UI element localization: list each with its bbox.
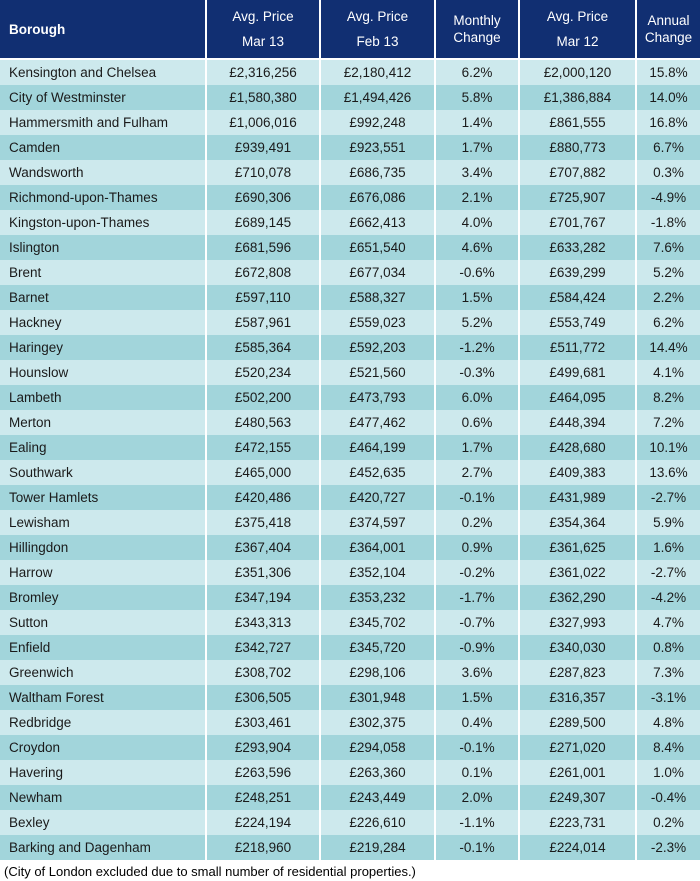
cell-avg_price_feb13: £263,360 — [320, 760, 435, 785]
cell-avg_price_mar12: £362,290 — [519, 585, 636, 610]
cell-borough: Brent — [9, 265, 42, 280]
table-row — [0, 710, 700, 735]
cell-monthly_change: 1.5% — [435, 685, 519, 710]
column-header-borough — [0, 0, 206, 59]
cell-monthly_change: 1.7% — [435, 435, 519, 460]
cell-borough: Havering — [9, 765, 64, 780]
cell-avg_price_mar12: £584,424 — [519, 285, 636, 310]
cell-avg_price_mar12: £701,767 — [519, 210, 636, 235]
cell-avg_price_mar13: £1,006,016 — [206, 110, 320, 135]
cell-avg_price_feb13: £243,449 — [320, 785, 435, 810]
cell-annual_change: 14.4% — [636, 335, 700, 360]
table-row — [0, 435, 700, 460]
column-header-label: Avg. Price — [546, 9, 609, 24]
cell-monthly_change: -0.1% — [435, 485, 519, 510]
cell-avg_price_feb13: £477,462 — [320, 410, 435, 435]
cell-monthly_change: 4.0% — [435, 210, 519, 235]
cell-avg_price_mar12: £880,773 — [519, 135, 636, 160]
cell-avg_price_mar12: £707,882 — [519, 160, 636, 185]
cell-annual_change: -4.2% — [636, 585, 700, 610]
cell-borough: Waltham Forest — [9, 690, 104, 705]
cell-borough: Bexley — [9, 815, 50, 830]
cell-avg_price_mar13: £502,200 — [206, 385, 320, 410]
table-row — [0, 210, 700, 235]
cell-avg_price_mar13: £672,808 — [206, 260, 320, 285]
cell-avg_price_feb13: £588,327 — [320, 285, 435, 310]
cell-borough: Croydon — [9, 740, 61, 755]
cell-avg_price_mar13: £303,461 — [206, 710, 320, 735]
cell-annual_change: 8.4% — [636, 735, 700, 760]
column-header-label: Annual — [647, 13, 690, 28]
column-header-lines — [321, 9, 434, 49]
cell-avg_price_mar12: £633,282 — [519, 235, 636, 260]
cell-monthly_change: 1.4% — [435, 110, 519, 135]
cell-monthly_change: -0.7% — [435, 610, 519, 635]
cell-annual_change: 6.7% — [636, 135, 700, 160]
cell-borough: Harrow — [9, 565, 53, 580]
cell-avg_price_mar13: £465,000 — [206, 460, 320, 485]
cell-monthly_change: 6.2% — [435, 59, 519, 85]
cell-monthly_change: -0.3% — [435, 360, 519, 385]
cell-annual_change: 0.3% — [636, 160, 700, 185]
table-row — [0, 685, 700, 710]
table-row — [0, 235, 700, 260]
cell-annual_change: -2.3% — [636, 835, 700, 860]
cell-avg_price_feb13: £301,948 — [320, 685, 435, 710]
cell-borough: Sutton — [9, 615, 49, 630]
table-row — [0, 310, 700, 335]
cell-avg_price_mar12: £1,386,884 — [519, 85, 636, 110]
cell-annual_change: 2.2% — [636, 285, 700, 310]
cell-avg_price_feb13: £345,702 — [320, 610, 435, 635]
cell-avg_price_feb13: £651,540 — [320, 235, 435, 260]
cell-monthly_change: -0.9% — [435, 635, 519, 660]
table-row — [0, 335, 700, 360]
cell-annual_change: -2.7% — [636, 560, 700, 585]
cell-avg_price_mar13: £689,145 — [206, 210, 320, 235]
cell-monthly_change: 0.2% — [435, 510, 519, 535]
cell-annual_change: 1.6% — [636, 535, 700, 560]
cell-avg_price_mar13: £710,078 — [206, 160, 320, 185]
cell-avg_price_feb13: £298,106 — [320, 660, 435, 685]
table-row — [0, 785, 700, 810]
cell-avg_price_mar13: £2,316,256 — [206, 59, 320, 85]
cell-avg_price_feb13: £294,058 — [320, 735, 435, 760]
cell-borough: Hammersmith and Fulham — [9, 115, 169, 130]
cell-avg_price_mar12: £354,364 — [519, 510, 636, 535]
cell-avg_price_feb13: £353,232 — [320, 585, 435, 610]
cell-avg_price_mar13: £342,727 — [206, 635, 320, 660]
table-row — [0, 535, 700, 560]
cell-avg_price_mar13: £585,364 — [206, 335, 320, 360]
cell-borough: Haringey — [9, 340, 64, 355]
cell-borough: Kingston-upon-Thames — [9, 215, 150, 230]
table-row — [0, 610, 700, 635]
table-row — [0, 760, 700, 785]
cell-avg_price_feb13: £364,001 — [320, 535, 435, 560]
cell-avg_price_mar13: £347,194 — [206, 585, 320, 610]
cell-borough: Islington — [9, 240, 60, 255]
cell-avg_price_mar13: £597,110 — [206, 285, 320, 310]
cell-borough: Camden — [9, 140, 61, 155]
cell-avg_price_mar12: £448,394 — [519, 410, 636, 435]
cell-avg_price_mar13: £367,404 — [206, 535, 320, 560]
cell-avg_price_feb13: £352,104 — [320, 560, 435, 585]
cell-avg_price_mar13: £351,306 — [206, 560, 320, 585]
cell-avg_price_feb13: £452,635 — [320, 460, 435, 485]
cell-avg_price_feb13: £592,203 — [320, 335, 435, 360]
cell-avg_price_mar12: £553,749 — [519, 310, 636, 335]
cell-avg_price_mar12: £2,000,120 — [519, 59, 636, 85]
cell-avg_price_mar13: £293,904 — [206, 735, 320, 760]
cell-annual_change: 6.2% — [636, 310, 700, 335]
cell-borough: Redbridge — [9, 715, 72, 730]
cell-annual_change: -2.7% — [636, 485, 700, 510]
column-header-label: Mar 12 — [556, 34, 599, 49]
column-header-label: Mar 13 — [241, 34, 285, 49]
cell-avg_price_mar13: £1,580,380 — [206, 85, 320, 110]
cell-avg_price_mar13: £308,702 — [206, 660, 320, 685]
cell-avg_price_mar13: £420,486 — [206, 485, 320, 510]
cell-avg_price_feb13: £992,248 — [320, 110, 435, 135]
cell-borough: Wandsworth — [9, 165, 84, 180]
cell-monthly_change: 0.4% — [435, 710, 519, 735]
table-header — [0, 0, 700, 59]
cell-avg_price_mar12: £428,680 — [519, 435, 636, 460]
cell-monthly_change: -1.7% — [435, 585, 519, 610]
cell-avg_price_feb13: £662,413 — [320, 210, 435, 235]
cell-borough: Hounslow — [9, 365, 69, 380]
cell-avg_price_mar12: £224,014 — [519, 835, 636, 860]
cell-monthly_change: -0.6% — [435, 260, 519, 285]
cell-borough: Newham — [9, 790, 63, 805]
table-row — [0, 385, 700, 410]
cell-avg_price_mar13: £480,563 — [206, 410, 320, 435]
column-header-lines — [207, 9, 319, 49]
cell-borough: Merton — [9, 415, 52, 430]
cell-monthly_change: -1.2% — [435, 335, 519, 360]
column-header-annual_change — [636, 0, 700, 59]
cell-avg_price_mar13: £472,155 — [206, 435, 320, 460]
cell-monthly_change: 3.4% — [435, 160, 519, 185]
table-row — [0, 410, 700, 435]
cell-avg_price_mar12: £261,001 — [519, 760, 636, 785]
cell-avg_price_feb13: £420,727 — [320, 485, 435, 510]
cell-avg_price_mar12: £289,500 — [519, 710, 636, 735]
table-row — [0, 460, 700, 485]
table-row — [0, 835, 700, 860]
cell-annual_change: -1.8% — [636, 210, 700, 235]
table-row — [0, 285, 700, 310]
cell-avg_price_mar12: £340,030 — [519, 635, 636, 660]
cell-avg_price_feb13: £374,597 — [320, 510, 435, 535]
cell-avg_price_mar12: £271,020 — [519, 735, 636, 760]
cell-avg_price_feb13: £473,793 — [320, 385, 435, 410]
table-row — [0, 485, 700, 510]
cell-annual_change: 7.2% — [636, 410, 700, 435]
header-row — [0, 0, 700, 59]
footnote: (City of London excluded due to small number of residential properties.) — [4, 864, 416, 879]
column-header-lines — [520, 9, 635, 49]
cell-avg_price_mar12: £464,095 — [519, 385, 636, 410]
cell-avg_price_mar13: £690,306 — [206, 185, 320, 210]
column-header-label: Change — [453, 30, 501, 45]
table-row — [0, 185, 700, 210]
cell-avg_price_mar12: £431,989 — [519, 485, 636, 510]
cell-avg_price_mar12: £639,299 — [519, 260, 636, 285]
cell-avg_price_feb13: £676,086 — [320, 185, 435, 210]
table-row — [0, 59, 700, 85]
cell-avg_price_mar12: £249,307 — [519, 785, 636, 810]
table-row — [0, 560, 700, 585]
cell-borough: Lewisham — [9, 515, 70, 530]
cell-avg_price_mar13: £263,596 — [206, 760, 320, 785]
cell-borough: Barnet — [9, 290, 49, 305]
cell-monthly_change: 5.2% — [435, 310, 519, 335]
cell-annual_change: 7.3% — [636, 660, 700, 685]
cell-avg_price_feb13: £677,034 — [320, 260, 435, 285]
column-header-label: Feb 13 — [356, 34, 399, 49]
cell-avg_price_mar12: £316,357 — [519, 685, 636, 710]
cell-monthly_change: -0.1% — [435, 835, 519, 860]
cell-monthly_change: 0.6% — [435, 410, 519, 435]
cell-annual_change: 16.8% — [636, 110, 700, 135]
cell-annual_change: 14.0% — [636, 85, 700, 110]
cell-avg_price_mar13: £681,596 — [206, 235, 320, 260]
cell-avg_price_feb13: £686,735 — [320, 160, 435, 185]
table-body — [0, 59, 700, 860]
cell-avg_price_mar12: £223,731 — [519, 810, 636, 835]
cell-borough: Richmond-upon-Thames — [9, 190, 158, 205]
column-header-label: Monthly — [453, 13, 501, 28]
cell-monthly_change: 2.1% — [435, 185, 519, 210]
table-row — [0, 135, 700, 160]
cell-annual_change: 15.8% — [636, 59, 700, 85]
cell-annual_change: 13.6% — [636, 460, 700, 485]
column-header-monthly_change — [435, 0, 519, 59]
cell-monthly_change: 1.7% — [435, 135, 519, 160]
cell-avg_price_feb13: £226,610 — [320, 810, 435, 835]
cell-annual_change: 4.8% — [636, 710, 700, 735]
cell-borough: Kensington and Chelsea — [9, 65, 157, 80]
cell-annual_change: -3.1% — [636, 685, 700, 710]
cell-annual_change: 0.2% — [636, 810, 700, 835]
cell-monthly_change: -0.2% — [435, 560, 519, 585]
cell-borough: Hillingdon — [9, 540, 69, 555]
cell-annual_change: 1.0% — [636, 760, 700, 785]
cell-avg_price_mar12: £361,625 — [519, 535, 636, 560]
cell-annual_change: 5.9% — [636, 510, 700, 535]
cell-annual_change: 8.2% — [636, 385, 700, 410]
table-row — [0, 810, 700, 835]
cell-annual_change: 4.7% — [636, 610, 700, 635]
table-row — [0, 660, 700, 685]
cell-monthly_change: 3.6% — [435, 660, 519, 685]
cell-avg_price_mar13: £306,505 — [206, 685, 320, 710]
cell-avg_price_mar13: £520,234 — [206, 360, 320, 385]
cell-borough: Southwark — [9, 465, 73, 480]
column-header-avg_price_mar12 — [519, 0, 636, 59]
cell-borough: Tower Hamlets — [9, 490, 99, 505]
table-row — [0, 635, 700, 660]
table-row — [0, 360, 700, 385]
cell-monthly_change: 4.6% — [435, 235, 519, 260]
cell-avg_price_feb13: £521,560 — [320, 360, 435, 385]
column-header-label: Change — [644, 30, 693, 45]
column-header-lines — [637, 13, 700, 45]
cell-borough: Ealing — [9, 440, 47, 455]
cell-avg_price_mar12: £361,022 — [519, 560, 636, 585]
cell-annual_change: -4.9% — [636, 185, 700, 210]
cell-borough: Barking and Dagenham — [9, 840, 151, 855]
table-row — [0, 160, 700, 185]
cell-annual_change: 10.1% — [636, 435, 700, 460]
cell-borough: Lambeth — [9, 390, 62, 405]
cell-annual_change: 4.1% — [636, 360, 700, 385]
cell-borough: City of Westminster — [9, 90, 126, 105]
cell-avg_price_feb13: £219,284 — [320, 835, 435, 860]
cell-borough: Enfield — [9, 640, 51, 655]
cell-avg_price_mar13: £939,491 — [206, 135, 320, 160]
cell-avg_price_mar12: £287,823 — [519, 660, 636, 685]
cell-monthly_change: 5.8% — [435, 85, 519, 110]
cell-monthly_change: 0.1% — [435, 760, 519, 785]
cell-avg_price_mar12: £511,772 — [519, 335, 636, 360]
cell-monthly_change: -0.1% — [435, 735, 519, 760]
cell-avg_price_mar13: £248,251 — [206, 785, 320, 810]
cell-avg_price_feb13: £1,494,426 — [320, 85, 435, 110]
cell-avg_price_feb13: £345,720 — [320, 635, 435, 660]
cell-monthly_change: -1.1% — [435, 810, 519, 835]
column-header-label: Avg. Price — [346, 9, 409, 24]
cell-avg_price_mar12: £725,907 — [519, 185, 636, 210]
column-header-avg_price_mar13 — [206, 0, 320, 59]
cell-avg_price_mar13: £224,194 — [206, 810, 320, 835]
column-header-avg_price_feb13 — [320, 0, 435, 59]
table-row — [0, 735, 700, 760]
cell-annual_change: 7.6% — [636, 235, 700, 260]
cell-annual_change: 5.2% — [636, 260, 700, 285]
table-row — [0, 510, 700, 535]
cell-annual_change: -0.4% — [636, 785, 700, 810]
column-header-lines — [9, 22, 205, 37]
cell-avg_price_mar13: £587,961 — [206, 310, 320, 335]
cell-monthly_change: 0.9% — [435, 535, 519, 560]
cell-avg_price_mar13: £375,418 — [206, 510, 320, 535]
cell-avg_price_feb13: £302,375 — [320, 710, 435, 735]
cell-avg_price_mar12: £409,383 — [519, 460, 636, 485]
column-header-label: Borough — [9, 21, 66, 37]
cell-avg_price_mar12: £861,555 — [519, 110, 636, 135]
cell-avg_price_mar12: £499,681 — [519, 360, 636, 385]
cell-avg_price_mar12: £327,993 — [519, 610, 636, 635]
cell-avg_price_feb13: £2,180,412 — [320, 59, 435, 85]
cell-avg_price_mar13: £218,960 — [206, 835, 320, 860]
cell-monthly_change: 2.7% — [435, 460, 519, 485]
cell-avg_price_feb13: £464,199 — [320, 435, 435, 460]
cell-annual_change: 0.8% — [636, 635, 700, 660]
cell-avg_price_feb13: £923,551 — [320, 135, 435, 160]
cell-avg_price_feb13: £559,023 — [320, 310, 435, 335]
cell-avg_price_mar13: £343,313 — [206, 610, 320, 635]
cell-monthly_change: 2.0% — [435, 785, 519, 810]
cell-borough: Hackney — [9, 315, 62, 330]
table-row — [0, 260, 700, 285]
table-row — [0, 110, 700, 135]
cell-borough: Greenwich — [9, 665, 74, 680]
column-header-label: Avg. Price — [232, 9, 294, 24]
cell-monthly_change: 1.5% — [435, 285, 519, 310]
cell-monthly_change: 6.0% — [435, 385, 519, 410]
table-row — [0, 85, 700, 110]
column-header-lines — [436, 13, 518, 45]
table-row — [0, 585, 700, 610]
cell-borough: Bromley — [9, 590, 59, 605]
